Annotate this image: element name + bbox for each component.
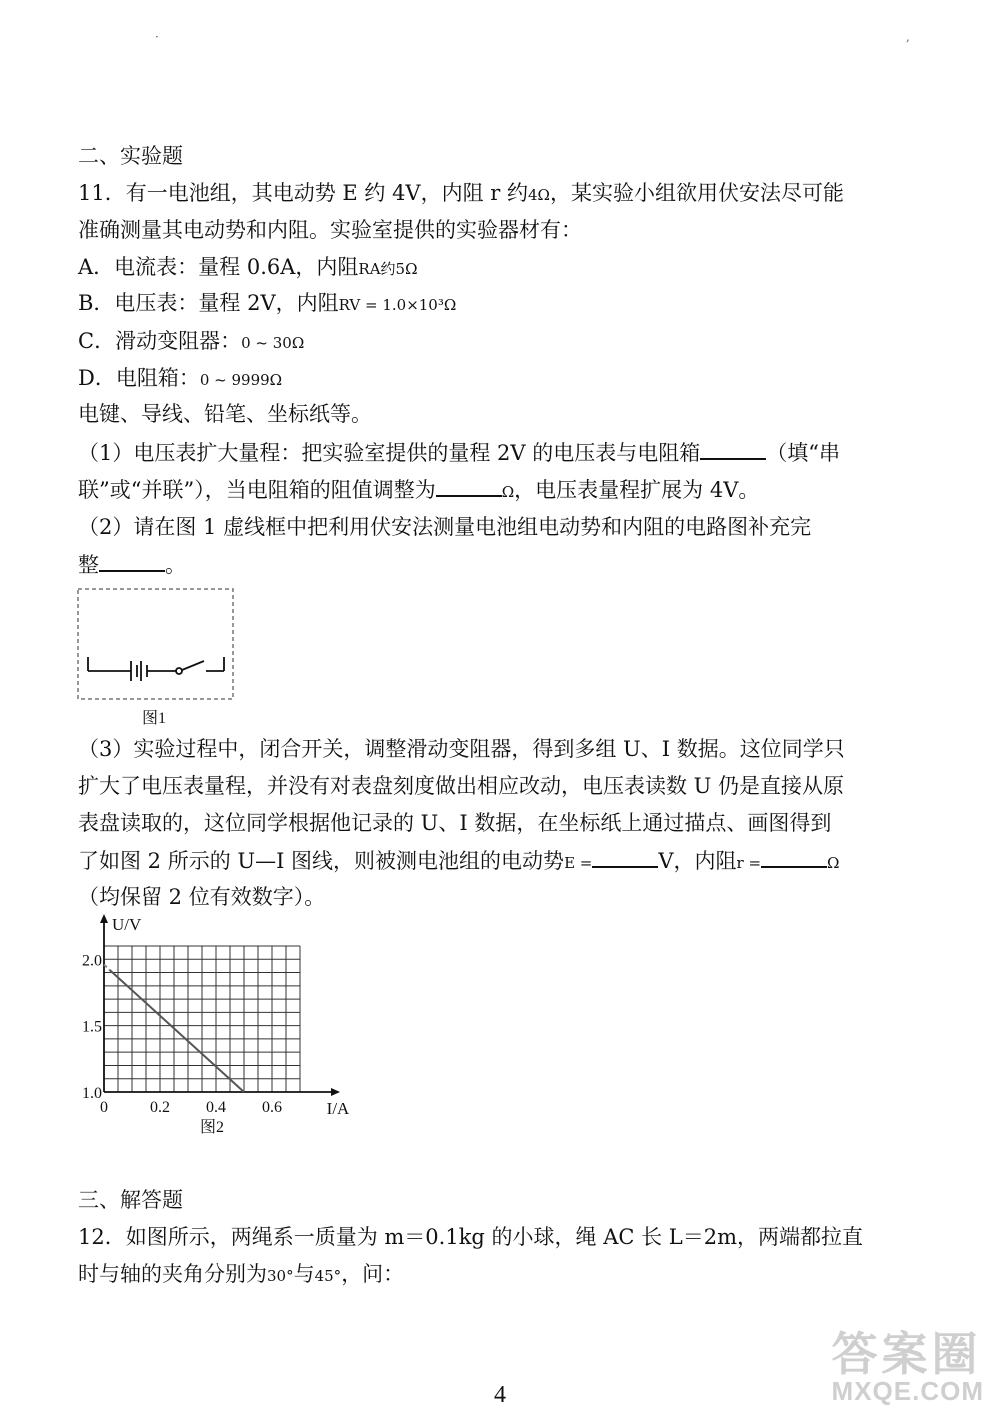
part3-line4: 了如图 2 所示的 U—I 图线，则被测电池组的电动势E = V，内阻r = Ω	[78, 846, 839, 877]
x-tick-label: 0.2	[150, 1099, 170, 1116]
part3-line3: 表盘读取的，这位同学根据他记录的 U、I 数据，在坐标纸上通过描点、画图得到	[78, 811, 832, 835]
section-3-heading: 三、解答题	[78, 1188, 183, 1212]
option-b: B．电压表：量程 2V，内阻RV = 1.0×10³Ω	[78, 291, 457, 315]
section-2-heading: 二、实验题	[78, 144, 183, 168]
figure-2-u-i-graph	[70, 910, 360, 1128]
part3-line5: （均保留 2 位有效数字）。	[78, 885, 326, 909]
answer-blank-resistance[interactable]	[436, 475, 502, 497]
part2-line2: 整 。	[78, 550, 186, 579]
x-tick-label: 0.4	[206, 1099, 226, 1116]
q12-line2: 时与轴的夹角分别为30°与45°，问：	[78, 1262, 405, 1286]
answer-blank-emf[interactable]	[592, 846, 658, 868]
y-tick-label: 1.5	[82, 1018, 102, 1036]
q12-line1: 12．如图所示，两绳系一质量为 m＝0.1kg 的小球，绳 AC 长 L＝2m，两端都拉直	[78, 1225, 864, 1249]
q11-line2: 准确测量其电动势和内阻。实验室提供的实验器材有：	[78, 218, 582, 242]
answer-blank-internal-resistance[interactable]	[761, 846, 827, 868]
watermark	[832, 1318, 984, 1407]
other-equipment: 电键、导线、铅笔、坐标纸等。	[78, 402, 372, 426]
figure-1-label: 图1	[142, 710, 167, 727]
answer-blank-series-parallel[interactable]	[700, 438, 766, 460]
option-a: A．电流表：量程 0.6A，内阻RA约5Ω	[78, 255, 418, 279]
y-axis-arrow	[100, 914, 108, 923]
x-tick-label: 0	[100, 1099, 108, 1116]
page-number: 4	[494, 1382, 506, 1408]
dashed-frame	[78, 589, 233, 699]
corner-mark-left: ·	[155, 30, 159, 44]
part1-line2: 联”或“并联”），当电阻箱的阻值调整为 Ω，电压表量程扩展为 4V。	[78, 475, 759, 506]
y-axis-label: U/V	[112, 915, 142, 934]
q11-line1: 11．有一电池组，其电动势 E 约 4V，内阻 r 约4Ω，某实验小组欲用伏安法尽可能	[78, 181, 844, 205]
part3-line2: 扩大了电压表量程，并没有对表盘刻度做出相应改动，电压表读数 U 仍是直接从原	[78, 774, 845, 798]
part2-line1: （2）请在图 1 虚线框中把利用伏安法测量电池组电动势和内阻的电路图补充完	[78, 515, 812, 539]
watermark-site: MXQE.COM	[831, 1376, 984, 1406]
part1-line1: （1）电压表扩大量程：把实验室提供的量程 2V 的电压表与电阻箱 （填“串	[78, 438, 840, 467]
option-c: C．滑动变阻器：0 ~ 30Ω	[78, 329, 305, 353]
figure-2-label: 图2	[200, 1119, 225, 1136]
answer-blank-circuit[interactable]	[99, 550, 165, 572]
watermark-logo: 答案圈	[831, 1328, 982, 1380]
y-tick-label: 2.0	[82, 952, 102, 970]
corner-mark-right: ,	[906, 30, 910, 44]
y-tick-label: 1.0	[82, 1085, 102, 1102]
u-i-line	[110, 970, 244, 1092]
x-tick-label: 0.6	[262, 1099, 282, 1116]
figure-1-circuit[interactable]	[76, 587, 236, 703]
x-axis-arrow	[331, 1088, 340, 1096]
option-d: D．电阻箱：0 ~ 9999Ω	[78, 366, 283, 390]
battery-and-switch	[88, 657, 224, 681]
part3-line1: （3）实验过程中，闭合开关，调整滑动变阻器，得到多组 U、I 数据。这位同学只	[78, 737, 845, 761]
x-axis-label: I/A	[326, 1099, 350, 1118]
